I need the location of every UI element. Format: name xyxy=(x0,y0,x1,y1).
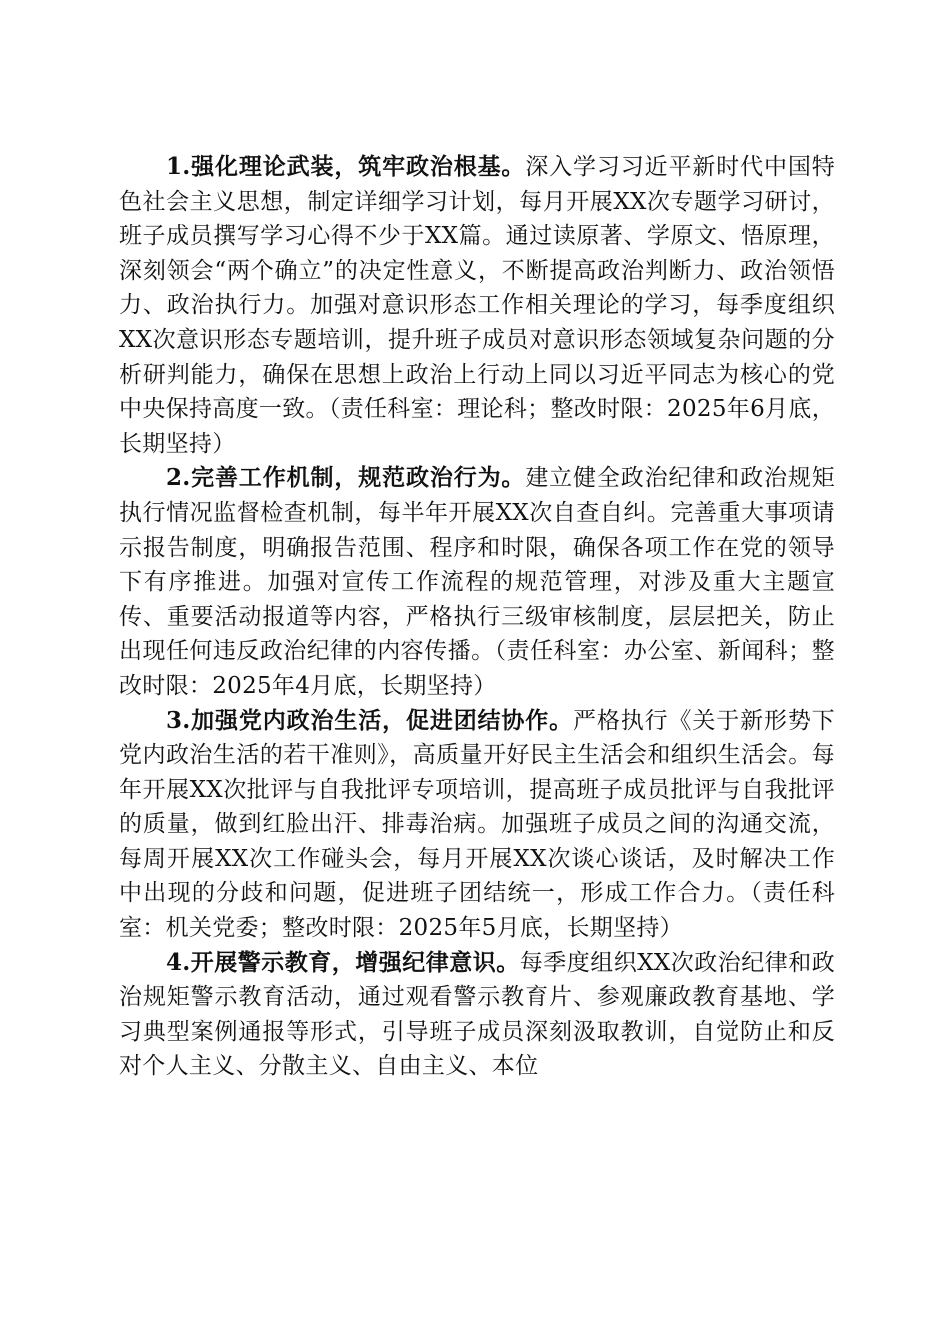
paragraph-2 xyxy=(119,461,835,703)
paragraph-text: 深入学习习近平新时代中国特色社会主义思想，制定详细学习计划，每月开展XX次专题学习研讨，班子成员撰写学习心得不少于XX篇。通过读原著、学原文、悟原理，深刻领会“两个确立”的决定性意义，不断提高政治判断力、政治领悟力、政治执行力。加强对意识形态工作相关理论的学习，每季度组织XX次意识形态专题培训，提升班子成员对意识形态领域复杂问题的分析研判能力，确保在思想上政治上行动上同以习近平同志为核心的党中央保持高度一致。（责任科室：理论科；整改时限：2025年6月底，长期坚持） xyxy=(119,154,836,457)
paragraph-text: 每季度组织XX次政治纪律和政治规矩警示教育活动，通过观看警示教育片、参观廉政教育基地、学习典型案例通报等形式，引导班子成员深刻汲取教训，自觉防止和反对个人主义、分散主义、自由主义、本位 xyxy=(119,949,835,1080)
paragraph-3 xyxy=(119,704,835,946)
paragraph-4 xyxy=(119,946,835,1084)
paragraph-heading: 1.强化理论武装，筑牢政治根基。 xyxy=(166,153,526,180)
paragraph-text: 严格执行《关于新形势下党内政治生活的若干准则》，高质量开好民主生活会和组织生活会。每年开展XX次批评与自我批评专项培训，提高班子成员批评与自我批评的质量，做到红脸出汗、排毒治病。加强班子成员之间的沟通交流，每周开展XX次工作碰头会，每月开展XX次谈心谈话，及时解决工作中出现的分歧和问题，促进班子团结统一，形成工作合力。（责任科室：机关党委；整改时限：2025年5月底，长期坚持） xyxy=(119,707,835,942)
paragraph-text: 建立健全政治纪律和政治规矩执行情况监督检查机制，每半年开展XX次自查自纠。完善重大事项请示报告制度，明确报告范围、程序和时限，确保各项工作在党的领导下有序推进。加强对宣传工作流程的规范管理，对涉及重大主题宣传、重要活动报道等内容，严格执行三级审核制度，层层把关，防止出现任何违反政治纪律的内容传播。（责任科室：办公室、新闻科；整改时限：2025年4月底，长期坚持） xyxy=(119,465,836,699)
paragraph-1 xyxy=(119,150,835,461)
document-body xyxy=(119,150,835,1084)
paragraph-heading: 2.完善工作机制，规范政治行为。 xyxy=(166,464,526,492)
paragraph-heading: 4.开展警示教育，增强纪律意识。 xyxy=(166,948,520,976)
paragraph-heading: 3.加强党内政治生活，促进团结协作。 xyxy=(166,706,574,734)
